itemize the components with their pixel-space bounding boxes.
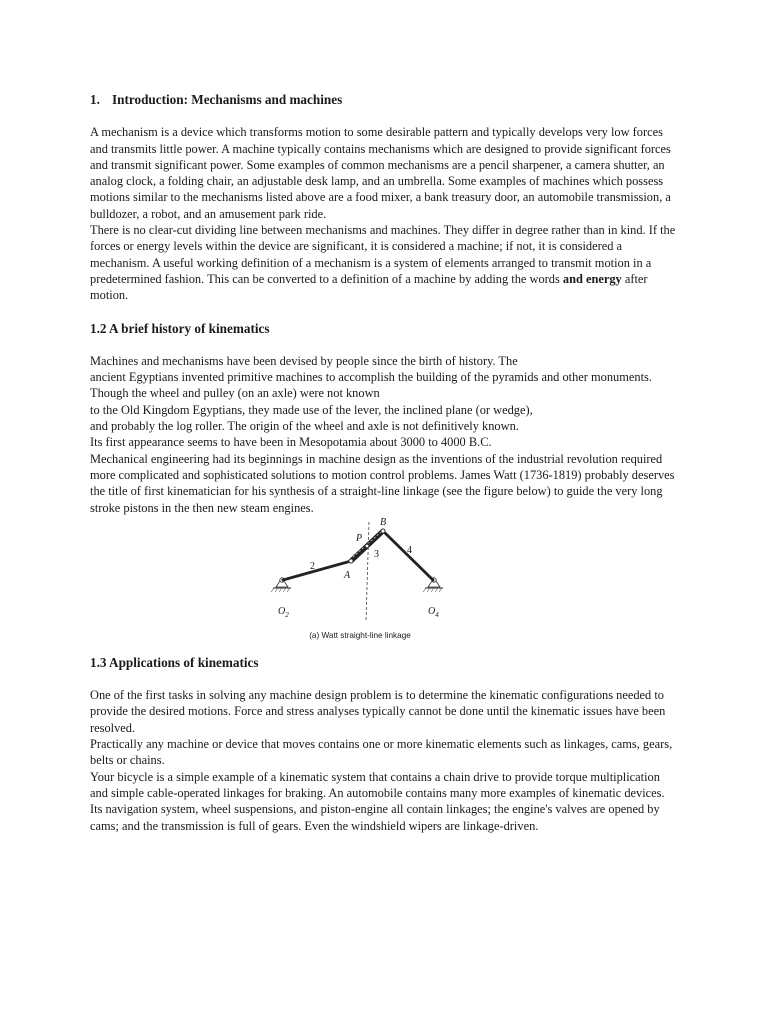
- label-link-3: 3: [374, 548, 379, 560]
- section-3-paragraph-2: Practically any machine or device that moves contains one or more kinematic elements such as linkages, cams, gears, belts or chains.: [90, 737, 673, 768]
- label-o4-subscript: 4: [435, 610, 439, 619]
- section-1-heading: [90, 92, 680, 108]
- joint-a: [349, 559, 353, 563]
- history-line-6: Mechanical engineering had its beginnings in machine design as the inventions of the industrial revolution required more complicated and sophisticated solutions to motion control problems. James Watt (1736-1819) probably deserves the title of first kinematician for his synthesis of a straight-line linkage (see the figure below) to guide the very long stroke pistons in the then new steam engines.: [90, 451, 675, 515]
- link-2: [283, 561, 351, 580]
- history-line-2: ancient Egyptians invented primitive machines to accomplish the building of the pyramids and other monuments. Though the wheel and pulley (on an axle) were not known: [90, 370, 652, 401]
- label-link-2: 2: [310, 560, 315, 572]
- label-o4-letter: O: [428, 605, 436, 617]
- section-3-heading: 1.3 Applications of kinematics: [90, 654, 259, 670]
- bold-phrase: and energy: [562, 271, 622, 286]
- joint-b: [381, 529, 385, 533]
- label-o2-letter: O: [278, 605, 286, 617]
- label-o2-subscript: 2: [285, 610, 289, 619]
- document-body: [90, 92, 680, 834]
- section-2-heading: 1.2 A brief history of kinematics: [90, 320, 270, 336]
- straight-line-path: [366, 522, 369, 621]
- label-a: A: [344, 569, 351, 581]
- history-line-5: Its first appearance seems to have been in Mesopotamia about 3000 to 4000 B.C.: [90, 435, 492, 450]
- paragraph-2-tail: after motion.: [90, 271, 648, 303]
- history-line-3: to the Old Kingdom Egyptians, they made use of the lever, the inclined plane (or wedge),: [90, 402, 533, 417]
- label-link-4: 4: [407, 544, 412, 556]
- figure-caption: (a) Watt straight-line linkage: [309, 630, 411, 640]
- history-line-1: Machines and mechanisms have been devised by people since the birth of history. The: [90, 353, 518, 368]
- watt-linkage-figure: [270, 517, 450, 649]
- label-o4: [428, 607, 439, 620]
- section-1-title: Introduction: Mechanisms and machines: [112, 92, 343, 107]
- section-1-paragraph-2: [90, 222, 680, 303]
- section-1-number: 1.: [90, 92, 100, 107]
- section-1-paragraph-1: A mechanism is a device which transforms motion to some desirable pattern and typically develops very low forces and transmits little power. A machine typically contains mechanisms which are designed to provide significant forces and transmit significant power. Some examples of common mechanisms are a pencil sharpener, a camera shutter, an analog clock, a folding chair, an adjustable desk lamp, and an umbrella. Some examples of machines which possess motions similar to the mechanisms listed above are a food mixer, a bank treasury door, an automobile transmission, a bulldozer, a robot, and an amusement park ride.: [90, 125, 671, 221]
- history-line-4: and probably the log roller. The origin of the wheel and axle is not definitively known.: [90, 419, 519, 434]
- label-b: B: [380, 516, 387, 528]
- paragraph-2-text: There is no clear-cut dividing line between mechanisms and machines. They differ in degree rather than in kind. If the forces or energy levels within the device are significant, it is considered a machine; if not, it is considered a mechanism. A useful working definition of a mechanism is a system of elements arranged to transmit motion in a predetermined fashion. This can be converted to a definition of a machine by adding the words: [90, 223, 676, 286]
- section-3-paragraph-3: Your bicycle is a simple example of a kinematic system that contains a chain drive to provide torque multiplication and simple cable-operated linkages for braking. An automobile contains many more examples of kinematic devices. Its navigation system, wheel suspensions, and piston-engine all contain linkages; the engine's valves are opened by cams; and the transmission is full of gears. Even the windshield wipers are linkage-driven.: [90, 769, 665, 833]
- label-o2: [278, 607, 289, 620]
- section-3-paragraph-1: One of the first tasks in solving any machine design problem is to determine the kinematic configurations needed to provide the desired motions. Force and stress analyses typically cannot be done until the kinematic issues have been resolved.: [90, 688, 666, 735]
- label-p: P: [356, 532, 363, 544]
